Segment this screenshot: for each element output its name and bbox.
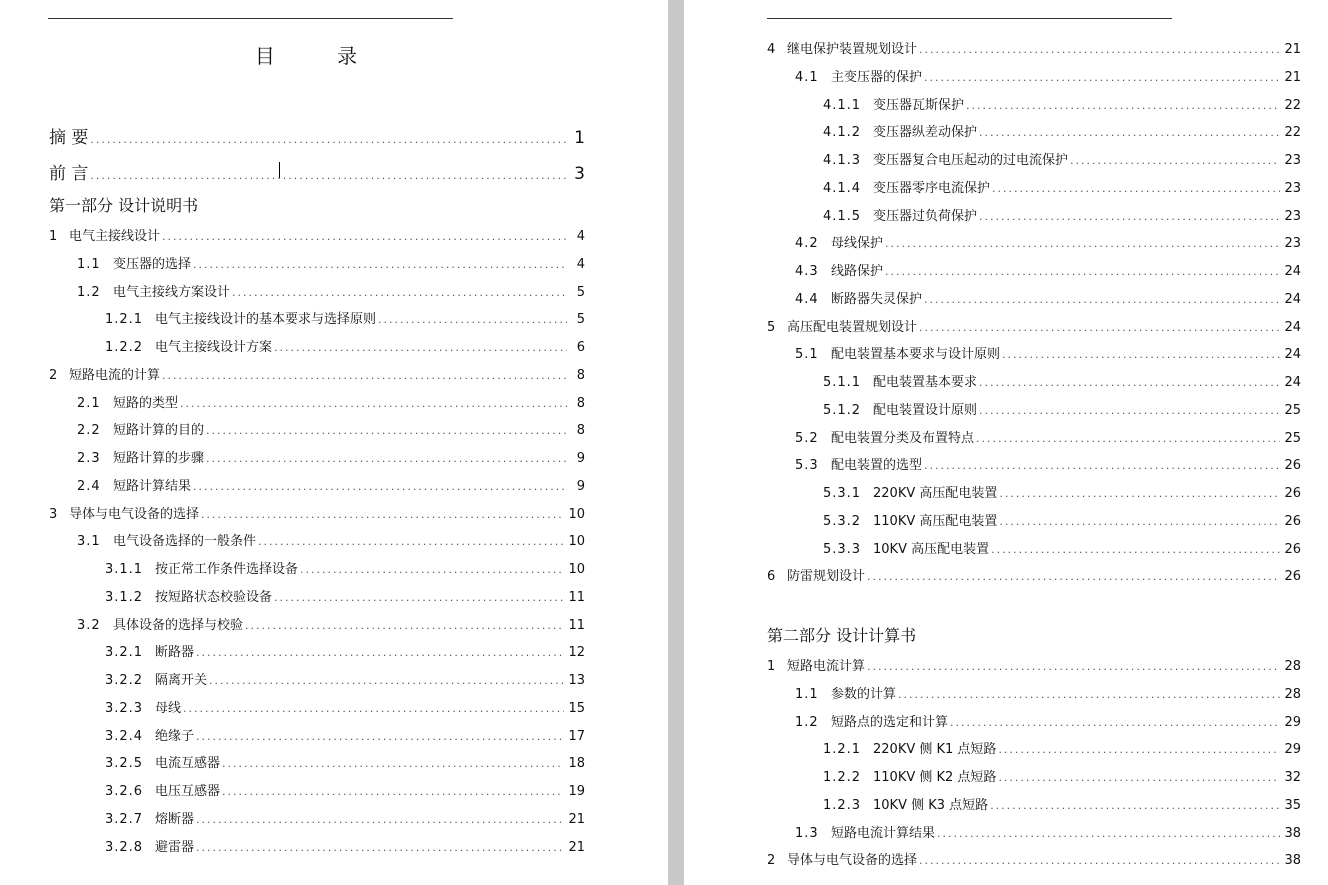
toc-entry-number: 1.2.1 [105,312,144,328]
toc-entry[interactable] [77,614,585,636]
toc-entry-number: 4.4 [795,291,819,307]
toc-entry-title: 短路点的选定和计算 [831,714,949,730]
part-heading: 第二部分 设计计算书 [767,626,917,645]
toc-entry-page: 21 [568,811,585,827]
toc-entry[interactable] [49,364,585,386]
toc-entry-page: 24 [1284,264,1301,279]
header-rule [767,18,1172,19]
dot-leader [258,535,564,548]
toc-entry[interactable] [105,808,585,830]
dot-leader [998,743,1280,756]
toc-entry-title: 短路电流的计算 [69,367,161,383]
toc-entry[interactable] [795,66,1301,88]
toc-entry-number: 4.1.3 [823,153,862,168]
toc-entry-page: 17 [568,728,585,744]
toc-entry-number: 3.2.6 [105,784,144,799]
toc-entry[interactable] [767,316,1301,338]
dot-leader [232,286,567,299]
dot-leader [245,619,564,632]
toc-entry-title: 线路保护 [831,264,884,279]
toc-entry-number: 1.1 [795,686,819,702]
toc-entry[interactable] [795,822,1301,844]
toc-entry[interactable] [795,683,1301,705]
toc-entry-title: 配电装置设计原则 [873,402,978,418]
toc-entry-title: 变压器的选择 [113,256,192,272]
toc-entry-title: 具体设备的选择与校验 [113,617,244,633]
dot-leader [274,341,567,354]
toc-entry-number: 4.3 [795,264,819,279]
toc-entry-title: 电流互感器 [155,756,221,772]
toc-entry-title: 熔断器 [155,811,195,827]
dot-leader [183,702,564,715]
toc-entry-title: 电压互感器 [155,784,221,799]
toc-entry-title: 断路器 [155,645,195,661]
toc-entry-number: 1 [49,229,59,244]
toc-entry-number: 1.2.1 [823,742,862,758]
toc-entry-title: 220KV 高压配电装置 [873,486,998,501]
toc-entry-number: 1 [767,659,777,674]
toc-entry-number: 1.2.3 [823,797,862,813]
toc-entry-title: 主变压器的保护 [831,69,923,85]
dot-leader [979,210,1280,223]
toc-entry-page: 28 [1284,686,1301,702]
toc-entry-page: 3 [574,164,585,184]
dot-leader [196,730,564,743]
toc-entry-number: 4.2 [795,236,819,252]
toc-entry[interactable] [823,794,1301,816]
toc-entry[interactable] [767,655,1301,677]
toc-entry-title: 短路计算的目的 [113,423,205,439]
dot-leader [196,813,564,826]
toc-entry-title: 变压器零序电流保护 [873,180,991,196]
toc-entry[interactable] [767,849,1301,871]
toc-entry-title: 避雷器 [155,839,195,855]
toc-entry[interactable] [105,336,585,358]
toc-entry-title: 参数的计算 [831,686,897,702]
toc-entry-page: 5 [576,284,585,300]
toc-entry[interactable] [49,123,585,148]
toc-entry[interactable] [77,530,585,552]
toc-entry-page: 26 [1284,486,1301,501]
toc-entry-title: 配电装置基本要求与设计原则 [831,347,1001,363]
toc-entry-page: 10 [568,562,585,577]
toc-entry-title: 变压器复合电压起动的过电流保护 [873,153,1069,168]
dot-leader [274,591,564,604]
toc-entry-page: 29 [1284,742,1301,758]
toc-entry-page: 18 [568,756,585,772]
dot-leader [937,827,1280,840]
toc-entry-title: 电气主接线设计方案 [155,340,273,355]
toc-entry-title: 短路电流计算结果 [831,825,936,841]
dot-leader [999,487,1280,500]
toc-entry-page: 9 [576,478,585,494]
toc-entry-page: 35 [1284,797,1301,813]
toc-entry[interactable] [823,510,1301,532]
toc-entry-page: 25 [1284,402,1301,418]
dot-leader [990,799,1280,812]
dot-leader [919,854,1280,867]
toc-entry-title: 按正常工作条件选择设备 [155,562,299,577]
toc-entry-title: 配电装置的选型 [831,458,923,474]
toc-entry[interactable] [105,725,585,747]
toc-entry-page: 9 [576,451,585,466]
toc-entry[interactable] [767,565,1301,587]
toc-entry-page: 38 [1284,853,1301,869]
toc-entry[interactable] [49,225,585,247]
toc-entry-page: 25 [1284,430,1301,446]
toc-entry-number: 3.2.3 [105,700,144,716]
dot-leader [193,480,567,493]
toc-entry-title: 高压配电装置规划设计 [787,319,918,335]
toc-entry-number: 2.1 [77,395,101,411]
toc-entry-number: 2.3 [77,451,101,466]
toc-entry[interactable] [49,503,585,525]
toc-entry[interactable] [77,392,585,414]
toc-entry[interactable] [823,766,1301,788]
header-rule [48,18,453,19]
toc-entry-page: 23 [1284,208,1301,224]
toc-entry-title: 电气主接线设计 [69,229,161,244]
dot-leader [979,376,1280,389]
toc-entry-title: 短路计算结果 [113,478,192,494]
toc-entry-page: 4 [576,256,585,272]
toc-entry[interactable] [105,669,585,691]
dot-leader [919,43,1280,56]
dot-leader [1070,154,1280,167]
toc-entry-page: 21 [1284,69,1301,85]
toc-entry-number: 1.2.2 [105,340,144,355]
toc-entry-number: 5.1 [795,347,819,363]
dot-leader [924,459,1280,472]
toc-entry-title: 防雷规划设计 [787,569,866,585]
toc-entry-title: 变压器过负荷保护 [873,208,978,224]
dot-leader [867,570,1280,583]
toc-entry[interactable] [823,205,1301,227]
toc-entry-number: 5.1.2 [823,402,862,418]
dot-leader [979,404,1280,417]
toc-entry-title: 导体与电气设备的选择 [69,506,200,522]
toc-entry-title: 隔离开关 [155,673,208,688]
toc-entry[interactable] [823,121,1301,143]
dot-leader [950,716,1280,729]
toc-entry-title: 电气主接线设计的基本要求与选择原则 [155,312,377,328]
toc-entry-page: 8 [576,395,585,411]
toc-entry-number: 4.1.2 [823,125,862,141]
dot-leader [991,543,1280,556]
toc-entry-page: 28 [1284,659,1301,674]
toc-entry-title: 变压器瓦斯保护 [873,97,965,113]
toc-entry-number: 5.2 [795,430,819,446]
toc-entry-page: 19 [568,784,585,799]
toc-entry-page: 32 [1284,770,1301,785]
dot-leader [992,182,1280,195]
dot-leader [378,313,567,326]
dot-leader [924,293,1280,306]
toc-entry-number: 4.1.5 [823,208,862,224]
document-page-right [684,0,1328,885]
toc-entry-page: 26 [1284,458,1301,474]
dot-leader [222,785,564,798]
toc-entry[interactable] [77,475,585,497]
toc-entry[interactable] [105,780,585,802]
toc-entry-title: 导体与电气设备的选择 [787,853,918,869]
toc-entry[interactable] [823,538,1301,560]
dot-leader [966,99,1280,112]
toc-entry-page: 12 [568,645,585,661]
toc-entry-page: 1 [574,128,585,148]
dot-leader [201,508,564,521]
toc-entry-page: 11 [568,589,585,605]
toc-entry-page: 26 [1284,541,1301,557]
toc-entry-page: 22 [1284,125,1301,141]
dot-leader [1002,348,1280,361]
toc-entry-number: 2 [49,367,59,383]
toc-entry-page: 8 [576,423,585,439]
toc-entry[interactable] [105,641,585,663]
toc-entry-title: 摘 要 [49,128,89,148]
dot-leader [885,237,1280,250]
toc-entry-title: 继电保护装置规划设计 [787,42,918,57]
page-gap [668,0,684,885]
dot-leader [193,258,567,271]
toc-entry-page: 6 [576,340,585,355]
toc-entry-number: 3.2 [77,617,101,633]
toc-entry-page: 23 [1284,236,1301,252]
toc-entry-title: 220KV 侧 K1 点短路 [873,742,997,758]
dot-leader [919,321,1280,334]
toc-entry-page: 24 [1284,319,1301,335]
toc-entry[interactable] [823,738,1301,760]
toc-entry[interactable] [105,586,585,608]
toc-entry[interactable] [823,371,1301,393]
toc-entry-title: 绝缘子 [155,728,195,744]
toc-entry[interactable] [795,454,1301,476]
toc-entry-number: 3 [49,506,59,522]
toc-entry[interactable] [823,177,1301,199]
toc-entry-title: 变压器纵差动保护 [873,125,978,141]
dot-leader [924,71,1280,84]
toc-entry-page: 4 [576,229,585,244]
toc-entry-number: 5.3.3 [823,541,862,557]
toc-entry-number: 1.2.2 [823,770,862,785]
toc-entry-page: 10 [568,534,585,550]
toc-entry-number: 3.1 [77,534,101,550]
toc-entry-page: 22 [1284,97,1301,113]
toc-entry[interactable] [823,94,1301,116]
toc-entry-page: 21 [568,839,585,855]
toc-title: 目 录 [254,44,386,68]
toc-entry-page: 24 [1284,347,1301,363]
toc-entry-page: 5 [576,312,585,328]
toc-entry-page: 13 [568,673,585,688]
toc-entry-number: 1.2 [77,284,101,300]
toc-entry-page: 23 [1284,180,1301,196]
dot-leader [999,515,1280,528]
dot-leader [90,133,567,146]
toc-entry-page: 24 [1284,375,1301,390]
toc-entry-page: 10 [568,506,585,522]
toc-entry-number: 3.2.1 [105,645,144,661]
toc-entry[interactable] [77,447,585,469]
toc-entry-number: 3.1.2 [105,589,144,605]
dot-leader [222,757,564,770]
toc-entry-title: 电气主接线方案设计 [113,284,231,300]
toc-entry[interactable] [77,253,585,275]
toc-entry-number: 1.1 [77,256,101,272]
toc-entry-number: 3.2.2 [105,673,144,688]
dot-leader [998,771,1280,784]
toc-entry-number: 6 [767,569,777,585]
toc-entry-page: 29 [1284,714,1301,730]
toc-entry[interactable] [77,281,585,303]
toc-entry-number: 5.3 [795,458,819,474]
toc-entry-number: 3.2.8 [105,839,144,855]
dot-leader [979,126,1280,139]
toc-entry-number: 4.1 [795,69,819,85]
toc-entry-title: 配电装置基本要求 [873,375,978,390]
dot-leader [196,646,564,659]
toc-entry-page: 15 [568,700,585,716]
toc-entry-number: 2.4 [77,478,101,494]
toc-entry-page: 38 [1284,825,1301,841]
toc-entry[interactable] [105,836,585,858]
toc-entry-title: 断路器失灵保护 [831,291,923,307]
toc-entry[interactable] [795,232,1301,254]
dot-leader [209,674,564,687]
toc-entry[interactable] [105,697,585,719]
dot-leader [206,424,567,437]
dot-leader [180,397,567,410]
toc-entry-number: 5 [767,319,777,335]
dot-leader [867,660,1280,673]
dot-leader [206,452,567,465]
toc-entry-title: 母线保护 [831,236,884,252]
toc-entry-title: 前 言 [49,164,89,184]
toc-entry[interactable] [105,308,585,330]
toc-entry-number: 2 [767,853,777,869]
toc-entry-title: 母线 [155,700,182,716]
toc-entry-title: 110KV 高压配电装置 [873,513,998,529]
toc-entry-title: 10KV 高压配电装置 [873,541,990,557]
part-heading: 第一部分 设计说明书 [49,196,199,215]
dot-leader [976,432,1280,445]
toc-entry-page: 21 [1284,42,1301,57]
toc-entry-number: 4.1.1 [823,97,862,113]
toc-entry-title: 短路的类型 [113,395,179,411]
toc-entry-title: 配电装置分类及布置特点 [831,430,975,446]
toc-entry-title: 110KV 侧 K2 点短路 [873,770,997,785]
toc-entry-title: 按短路状态校验设备 [155,589,273,605]
toc-entry-title: 电气设备选择的一般条件 [113,534,257,550]
dot-leader [162,369,567,382]
toc-entry[interactable] [823,149,1301,171]
dot-leader [898,688,1280,701]
toc-entry[interactable] [767,38,1301,60]
toc-entry[interactable] [77,419,585,441]
dot-leader [90,169,567,182]
toc-entry-number: 4 [767,42,777,57]
toc-entry[interactable] [49,159,585,184]
toc-entry-number: 1.2 [795,714,819,730]
toc-entry-title: 短路计算的步骤 [113,451,205,466]
toc-entry-number: 1.3 [795,825,819,841]
toc-entry-page: 23 [1284,153,1301,168]
toc-entry-number: 4.1.4 [823,180,862,196]
toc-entry-number: 5.3.2 [823,513,862,529]
toc-entry-page: 24 [1284,291,1301,307]
toc-entry-number: 3.2.4 [105,728,144,744]
toc-entry-number: 3.2.5 [105,756,144,772]
dot-leader [162,230,567,243]
toc-entry[interactable] [795,343,1301,365]
toc-entry[interactable] [823,399,1301,421]
text-cursor [279,162,280,178]
toc-entry-number: 5.3.1 [823,486,862,501]
toc-entry[interactable] [105,752,585,774]
dot-leader [196,841,564,854]
toc-entry-number: 5.1.1 [823,375,862,390]
toc-entry-page: 11 [568,617,585,633]
toc-entry-number: 2.2 [77,423,101,439]
toc-entry[interactable] [795,711,1301,733]
toc-entry[interactable] [823,482,1301,504]
toc-entry-page: 8 [576,367,585,383]
toc-entry-title: 短路电流计算 [787,659,866,674]
dot-leader [300,563,564,576]
toc-entry[interactable] [795,427,1301,449]
toc-entry-number: 3.2.7 [105,811,144,827]
toc-entry-title: 10KV 侧 K3 点短路 [873,797,989,813]
toc-entry[interactable] [105,558,585,580]
toc-entry-page: 26 [1284,569,1301,585]
toc-entry-page: 26 [1284,513,1301,529]
dot-leader [885,265,1280,278]
toc-entry[interactable] [795,288,1301,310]
toc-entry-number: 3.1.1 [105,562,144,577]
toc-entry[interactable] [795,260,1301,282]
